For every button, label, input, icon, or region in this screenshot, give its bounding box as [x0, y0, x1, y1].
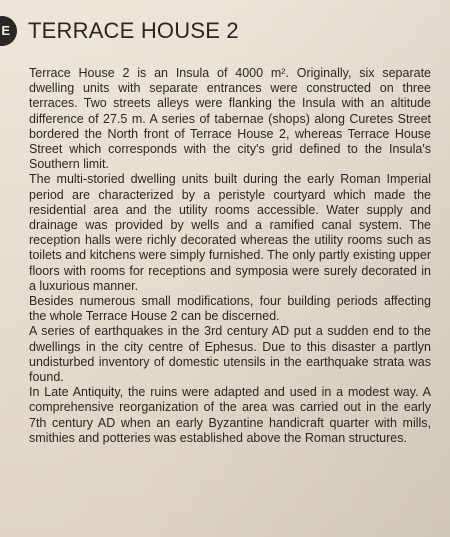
- sign-body: [29, 66, 431, 446]
- paragraph-building-periods: Besides numerous small modifications, four building periods affecting the whole Terrace House 2 can be discerned.: [29, 294, 431, 324]
- paragraph-insula: Terrace House 2 is an Insula of 4000 m². Originally, six separate dwelling units with separate entrances were constructed on three terraces. Two streets alleys were flanking the Insula with an altitude difference of 27.5 m. A series of tabernae (shops) along Curetes Street bordered the North front of Terrace House 2, whereas Terrace House Street which corresponds with the city's grid defined to the Insula's Southern limit.: [29, 66, 431, 172]
- sign-title: TERRACE HOUSE 2: [28, 18, 239, 43]
- paragraph-earthquakes: A series of earthquakes in the 3rd century AD put a sudden end to the dwellings in the city centre of Ephesus. Due to this disaster a partlyn undisturbed inventory of domestic utensils in the earthquake strata was found.: [29, 324, 431, 385]
- paragraph-dwelling-units: The multi-storied dwelling units built during the early Roman Imperial period are characterized by a peristyle courtyard which made the residential area and the utility rooms accessible. Water supply and drainage was provided by wells and a ramified canal system. The reception halls were richly decorated whereas the utility rooms such as toilets and kitchens were simply furnished. The only partly existing upper floors with rooms for receptions and symposia were surely decorated in a luxurious manner.: [29, 172, 431, 293]
- paragraph-late-antiquity: In Late Antiquity, the ruins were adapted and used in a modest way. A comprehensive reorganization of the area was carried out in the early 7th century AD when an early Byzantine handicraft quarter with mills, smithies and potteries was established above the Roman structures.: [29, 385, 431, 445]
- section-badge: E: [0, 16, 17, 46]
